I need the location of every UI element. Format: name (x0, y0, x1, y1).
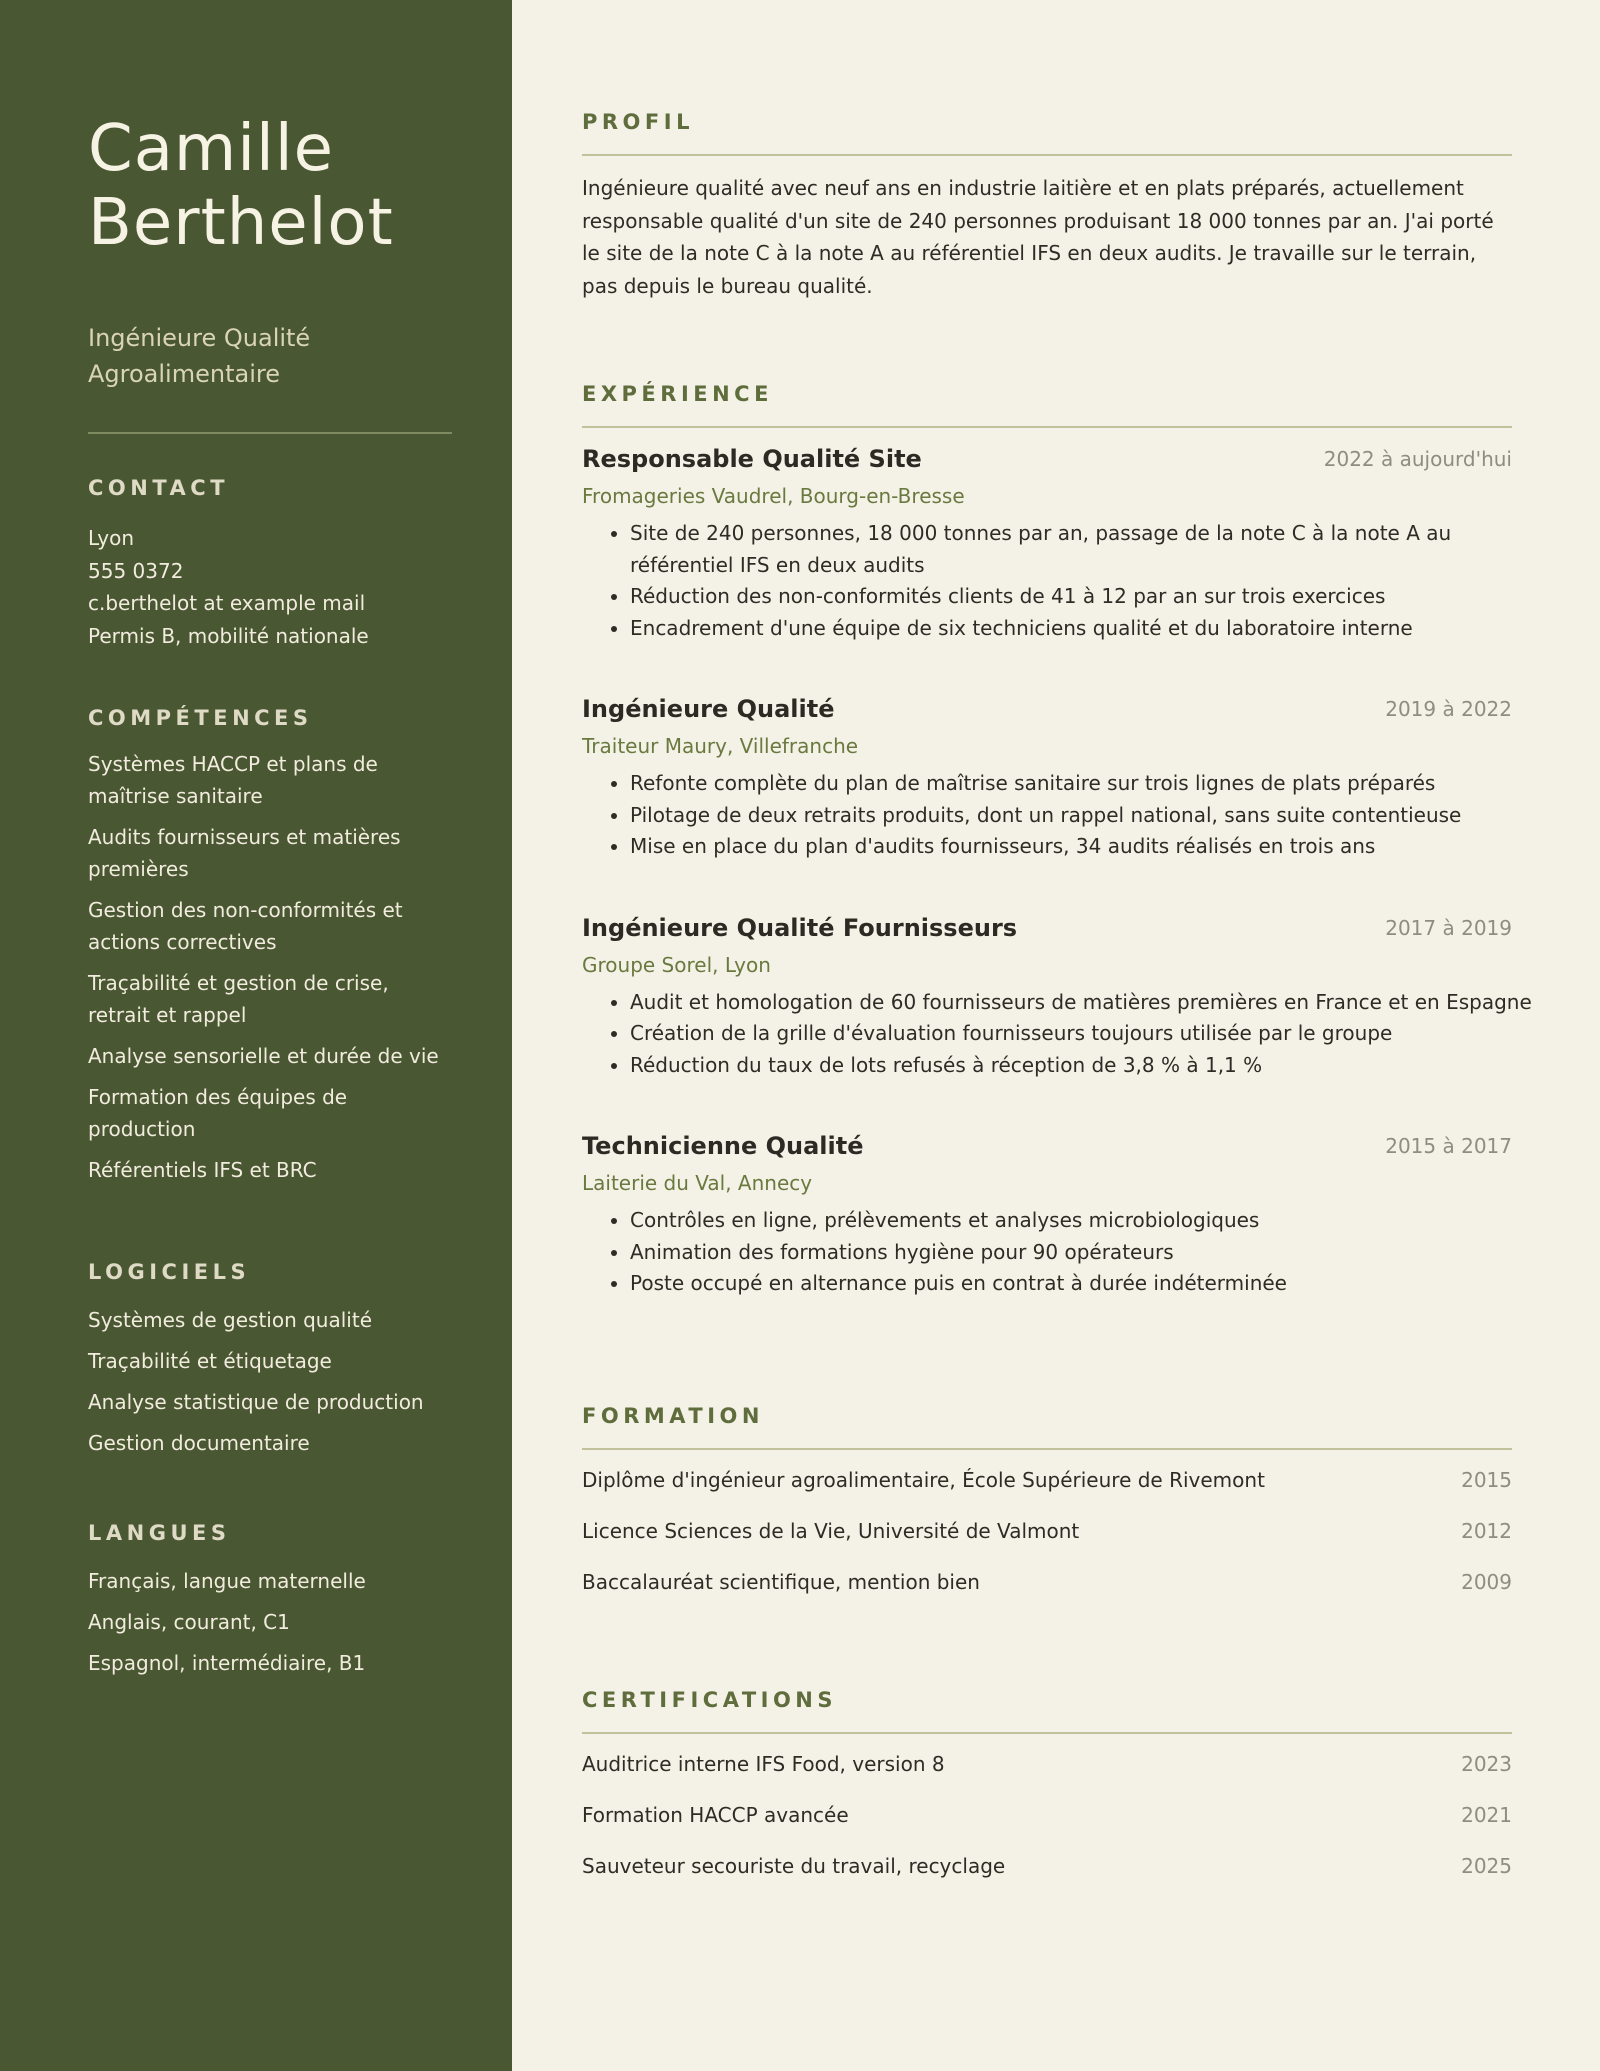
certifications-list (582, 1748, 1512, 1882)
job-date: 2015 à 2017 (1385, 1134, 1512, 1158)
certification-year: 2023 (1461, 1751, 1512, 1776)
job-entry (582, 911, 1532, 1082)
contact-license: Permis B, mobilité nationale (88, 623, 369, 648)
job-date: 2019 à 2022 (1385, 697, 1512, 721)
job-bullet: • Refonte complète du plan de maîtrise sanitaire sur trois lignes de plats préparés (630, 768, 1512, 800)
experience-heading: EXPÉRIENCE (582, 382, 773, 406)
job-role (88, 320, 452, 392)
experience-section (582, 382, 1532, 1300)
job-title: Responsable Qualité Site (582, 445, 922, 473)
job-bullet: • Pilotage de deux retraits produits, dont un rappel national, sans suite contentieuse (630, 800, 1512, 832)
profile-text: Ingénieure qualité avec neuf ans en industrie laitière et en plats préparés, actuellement responsable qualité d'un site de 240 personnes produisant 18 000 tonnes par an. J'ai porté le site de la note C à la note A au référentiel IFS en deux audits. Je travaille sur le terrain, pas depuis le bureau qualité. (582, 176, 1494, 298)
job-date: 2022 à aujourd'hui (1323, 447, 1512, 471)
skill-item: Systèmes HACCP et plans de maîtrise sanitaire (88, 752, 378, 808)
job-bullet: • Contrôles en ligne, prélèvements et analyses microbiologiques (630, 1205, 1512, 1237)
skill-item: Référentiels IFS et BRC (88, 1158, 317, 1182)
degree-year: 2012 (1461, 1518, 1512, 1543)
software-heading: LOGICIELS (88, 1260, 251, 1284)
contact-list (88, 522, 452, 652)
language-item: Anglais, courant, C1 (88, 1610, 290, 1634)
skills-list (88, 748, 452, 1186)
education-row (582, 1566, 1512, 1598)
languages-heading: LANGUES (88, 1521, 231, 1545)
certification-row (582, 1850, 1512, 1882)
certification-label: Sauveteur secouriste du travail, recyclage (582, 1853, 1006, 1878)
job-bullets (582, 518, 1512, 644)
job-bullet: • Encadrement d'une équipe de six techniciens qualité et du laboratoire interne (630, 613, 1512, 645)
software-list (88, 1304, 452, 1459)
contact-heading: CONTACT (88, 476, 230, 500)
skill-item: Traçabilité et gestion de crise, retrait et rappel (88, 971, 389, 1027)
job-title: Technicienne Qualité (582, 1132, 864, 1160)
section-divider (582, 426, 1512, 428)
role-line: Ingénieure Qualité (88, 324, 311, 352)
job-title: Ingénieure Qualité Fournisseurs (582, 913, 1018, 942)
degree-label: Diplôme d'ingénieur agroalimentaire, École Supérieure de Rivemont (582, 1467, 1265, 1492)
job-company: Groupe Sorel, Lyon (582, 952, 771, 977)
job-bullet: • Site de 240 personnes, 18 000 tonnes par an, passage de la note C à la note A au référentiel IFS en deux audits (630, 518, 1512, 581)
certification-row (582, 1748, 1512, 1780)
job-company: Traiteur Maury, Villefranche (582, 734, 859, 758)
main-content (512, 0, 1600, 2071)
certification-label: Formation HACCP avancée (582, 1802, 849, 1827)
role-line: Agroalimentaire (88, 360, 280, 388)
job-entry (582, 692, 1512, 863)
software-item: Systèmes de gestion qualité (88, 1308, 372, 1332)
education-row (582, 1464, 1512, 1496)
certification-row (582, 1799, 1512, 1831)
candidate-name (88, 112, 452, 260)
certification-label: Auditrice interne IFS Food, version 8 (582, 1751, 945, 1776)
last-name: Berthelot (88, 186, 394, 260)
skill-item: Audits fournisseurs et matières premières (88, 825, 401, 881)
section-divider (582, 1732, 1512, 1734)
job-bullet: • Poste occupé en alternance puis en contrat à durée indéterminée (630, 1268, 1512, 1300)
education-section (582, 1404, 1512, 1598)
certification-year: 2021 (1461, 1802, 1512, 1827)
contact-phone: 555 0372 (88, 558, 184, 583)
job-bullets (582, 768, 1512, 863)
contact-city: Lyon (88, 526, 135, 550)
job-date: 2017 à 2019 (1385, 915, 1512, 940)
job-entry (582, 1129, 1512, 1300)
section-divider (582, 154, 1512, 156)
software-item: Analyse statistique de production (88, 1390, 424, 1414)
job-bullet: • Animation des formations hygiène pour 90 opérateurs (630, 1237, 1512, 1269)
language-item: Français, langue maternelle (88, 1569, 366, 1593)
software-item: Gestion documentaire (88, 1431, 310, 1455)
sidebar-divider (88, 432, 452, 434)
skills-heading: COMPÉTENCES (88, 706, 313, 730)
education-heading: FORMATION (582, 1403, 764, 1428)
education-list (582, 1464, 1512, 1598)
degree-label: Licence Sciences de la Vie, Université de Valmont (582, 1518, 1080, 1543)
job-bullets (582, 987, 1532, 1082)
job-bullet: • Mise en place du plan d'audits fournisseurs, 34 audits réalisés en trois ans (630, 831, 1512, 863)
job-bullet: • Audit et homologation de 60 fournisseurs de matières premières en France et en Espagne (630, 987, 1512, 1019)
job-entry (582, 442, 1512, 644)
job-company: Fromageries Vaudrel, Bourg-en-Bresse (582, 484, 965, 508)
education-row (582, 1515, 1512, 1547)
degree-year: 2015 (1461, 1467, 1512, 1492)
skill-item: Formation des équipes de production (88, 1085, 348, 1141)
certification-year: 2025 (1461, 1853, 1512, 1878)
skill-item: Gestion des non-conformités et actions correctives (88, 898, 403, 954)
first-name: Camille (88, 112, 334, 186)
profile-heading: PROFIL (582, 110, 694, 134)
profile-section (582, 110, 1512, 302)
languages-list (88, 1565, 452, 1679)
certifications-section (582, 1688, 1512, 1882)
degree-year: 2009 (1461, 1569, 1512, 1594)
software-item: Traçabilité et étiquetage (88, 1349, 332, 1373)
degree-label: Baccalauréat scientifique, mention bien (582, 1569, 980, 1594)
section-divider (582, 1448, 1512, 1450)
certifications-heading: CERTIFICATIONS (582, 1687, 838, 1712)
job-bullets (582, 1205, 1512, 1300)
job-bullet: • Réduction des non-conformités clients de 41 à 12 par an sur trois exercices (630, 581, 1512, 613)
job-title: Ingénieure Qualité (582, 695, 835, 723)
contact-email: c.berthelot at example mail (88, 591, 366, 615)
sidebar (0, 0, 512, 2071)
skill-item: Analyse sensorielle et durée de vie (88, 1044, 439, 1068)
job-bullet: • Réduction du taux de lots refusés à réception de 3,8 % à 1,1 % (630, 1050, 1512, 1082)
language-item: Espagnol, intermédiaire, B1 (88, 1651, 366, 1675)
job-bullet: • Création de la grille d'évaluation fournisseurs toujours utilisée par le groupe (630, 1018, 1512, 1050)
job-company: Laiterie du Val, Annecy (582, 1171, 813, 1195)
